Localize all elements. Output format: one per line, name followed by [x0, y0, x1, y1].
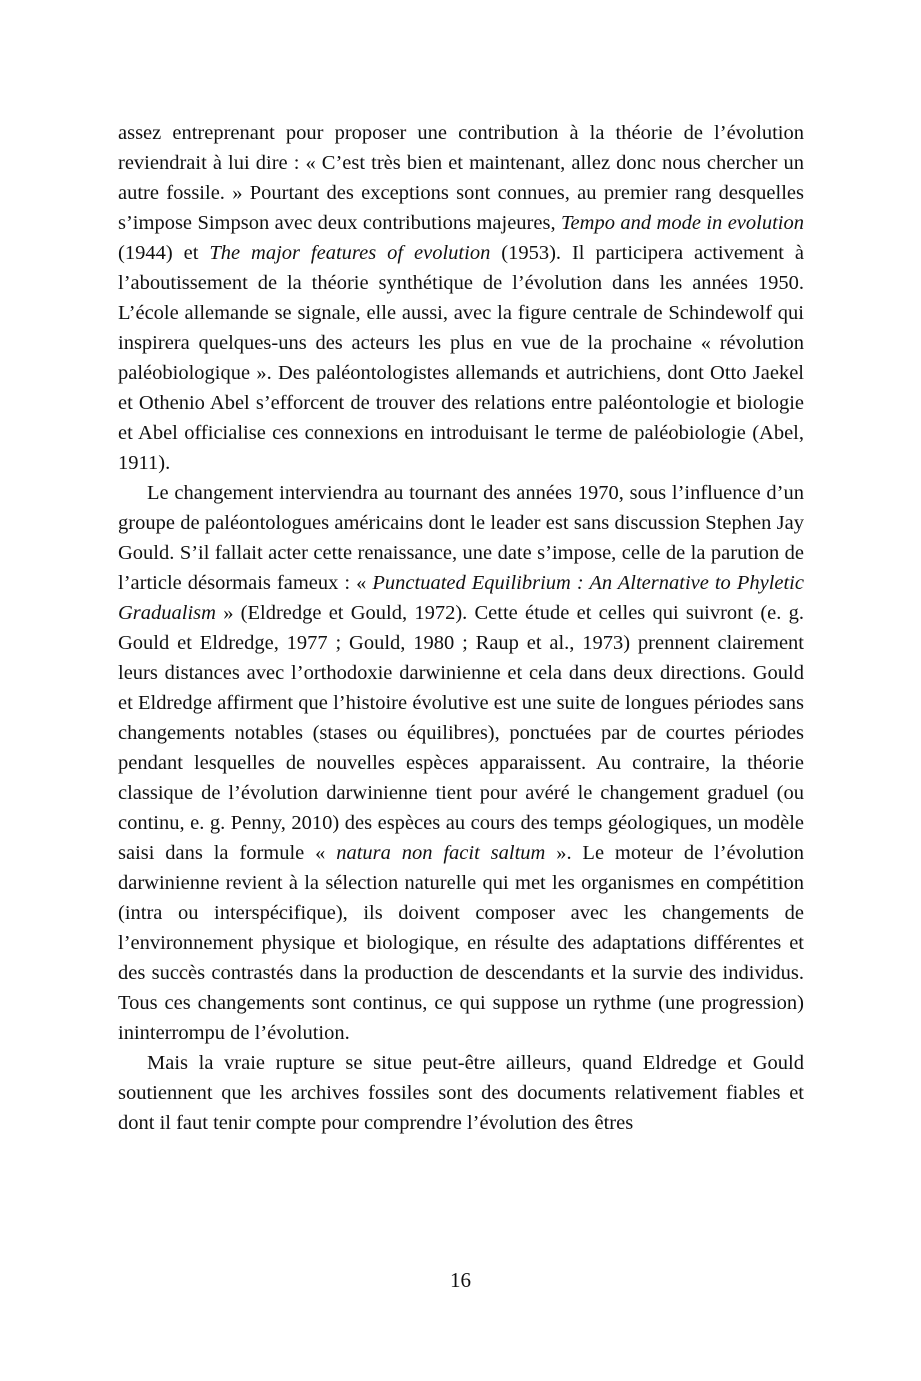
book-title-tempo: Tempo and mode in evolution: [561, 212, 804, 234]
body-text: [118, 118, 804, 1138]
paragraph-1-segment: (1953). Il participera activement à l’aboutissement de la théorie synthétique de l’évolution dans les années 1950. L’école allemande se signale, elle aussi, avec la figure centrale de Schindewolf qui inspirera quelques-uns des acteurs les plus en vue de la prochaine « révolution paléobiologique ». Des paléontologistes allemands et autrichiens, dont Otto Jaekel et Othenio Abel s’efforcent de trouver des relations entre paléontologie et biologie et Abel officialise ces connexions en introduisant le terme de paléobiologie (Abel, 1911).: [118, 242, 804, 474]
book-title-major-features: The major features of evolution: [209, 242, 491, 264]
paragraph-3-segment: Mais la vraie rupture se situe peut-être ailleurs, quand Eldredge et Gould soutiennent que les archives fossiles sont des documents relativement fiables et dont il faut tenir compte pour comprendre l’évolution des êtres: [118, 1052, 804, 1134]
paragraph-1-segment: assez entreprenant pour proposer une contribution à la théorie de l’évolution reviendrait à lui dire : « C’est très bien et maintenant, allez donc nous chercher un autre fossile. » Pourtant des exceptions sont connues, au premier rang desquelles s’impose Simpson avec deux contributions majeures,: [118, 122, 804, 234]
latin-phrase: natura non facit saltum: [336, 842, 546, 864]
paragraph-1-segment: (1944) et: [118, 242, 210, 264]
page-number: 16: [450, 1268, 471, 1292]
paragraph-1: [118, 118, 804, 478]
paragraph-2-segment: Le changement interviendra au tournant des années 1970, sous l’influence d’un groupe de paléontologues américains dont le leader est sans discussion Stephen Jay Gould. S’il fallait acter cette renaissance, une date s’impose, celle de la parution de l’article désormais fameux : «: [118, 482, 804, 594]
paragraph-2: [118, 478, 804, 1048]
paragraph-3: [118, 1048, 804, 1138]
paragraph-2-segment: » (Eldredge et Gould, 1972). Cette étude et celles qui suivront (e. g. Gould et Eldredge, 1977 ; Gould, 1980 ; Raup et al., 1973) prennent clairement leurs distances avec l’orthodoxie darwinienne et cela dans deux directions. Gould et Eldredge affirment que l’histoire évolutive est une suite de longues périodes sans changements notables (stases ou équilibres), ponctuées par de courtes périodes pendant lesquelles de nouvelles espèces apparaissent. Au contraire, la théorie classique de l’évolution darwinienne tient pour avéré le changement graduel (ou continu, e. g. Penny, 2010) des espèces au cours des temps géologiques, un modèle saisi dans la formule «: [118, 602, 804, 864]
paragraph-2-segment: ». Le moteur de l’évolution darwinienne revient à la sélection naturelle qui met les organismes en compétition (intra ou interspécifique), ils doivent composer avec les changements de l’environnement physique et biologique, en résulte des adaptations différentes et des succès contrastés dans la production de descendants et la survie des individus. Tous ces changements sont continus, ce qui suppose un rythme (une progression) ininterrompu de l’évolution.: [118, 842, 804, 1044]
article-title-punctuated-equilibrium: Punctuated Equilibrium : An Alternative to Phyletic Gradualism: [118, 572, 804, 624]
